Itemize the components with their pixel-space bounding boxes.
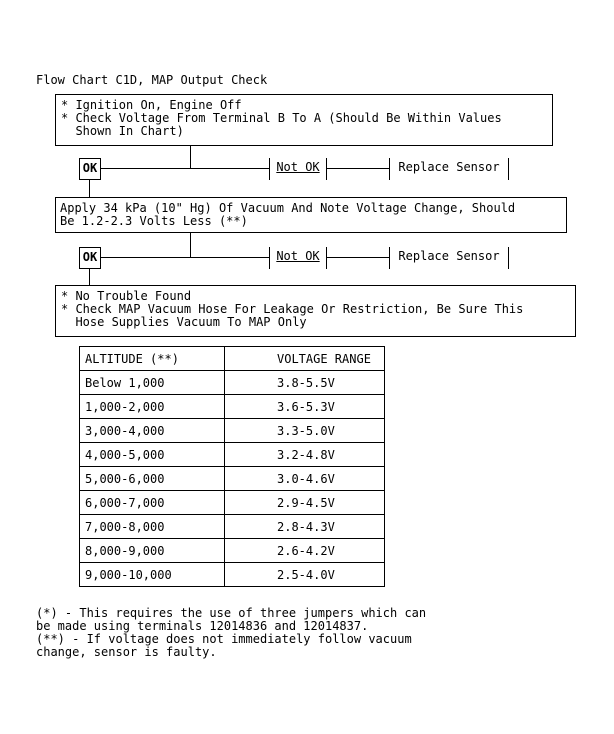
table-row — [80, 515, 385, 539]
step-1-line: * Check Voltage From Terminal B To A (Should Be Within Values — [61, 111, 502, 125]
table-header-altitude: ALTITUDE (**) — [80, 347, 225, 371]
step-3-line: * No Trouble Found — [61, 289, 192, 303]
voltage-cell: 3.6-5.3V — [225, 395, 385, 419]
ok-label: OK — [79, 158, 101, 180]
step-2-box — [55, 197, 567, 233]
table-row — [80, 371, 385, 395]
step-2-line: Apply 34 kPa (10" Hg) Of Vacuum And Note Voltage Change, Should — [60, 201, 516, 215]
table-row — [80, 563, 385, 587]
footnote-line: (*) - This requires the use of three jumpers which can — [36, 606, 427, 620]
replace-sensor-label: Replace Sensor — [389, 247, 509, 269]
not-ok-text: Not OK — [276, 249, 320, 263]
footnote-line: change, sensor is faulty. — [36, 645, 217, 659]
step-3-line: * Check MAP Vacuum Hose For Leakage Or Restriction, Be Sure This — [61, 302, 524, 316]
not-ok-label — [269, 247, 327, 269]
ok-label: OK — [79, 247, 101, 269]
table-row — [80, 443, 385, 467]
altitude-cell: Below 1,000 — [80, 371, 225, 395]
voltage-cell: 3.3-5.0V — [225, 419, 385, 443]
step-3-line: Hose Supplies Vacuum To MAP Only — [61, 315, 307, 329]
page-title: Flow Chart C1D, MAP Output Check — [36, 73, 268, 87]
voltage-cell: 3.8-5.5V — [225, 371, 385, 395]
table-header-row — [80, 347, 385, 371]
altitude-cell: 3,000-4,000 — [80, 419, 225, 443]
replace-sensor-label: Replace Sensor — [389, 158, 509, 180]
connector-line — [190, 146, 191, 169]
voltage-cell: 3.0-4.6V — [225, 467, 385, 491]
altitude-cell: 5,000-6,000 — [80, 467, 225, 491]
voltage-table — [79, 346, 385, 587]
table-row — [80, 491, 385, 515]
voltage-cell: 3.2-4.8V — [225, 443, 385, 467]
step-3-box — [55, 285, 576, 337]
footnote-line: (**) - If voltage does not immediately follow vacuum — [36, 632, 412, 646]
step-1-box — [55, 94, 553, 146]
step-1-line: Shown In Chart) — [61, 124, 184, 138]
connector-line — [190, 233, 191, 258]
table-row — [80, 419, 385, 443]
altitude-cell: 7,000-8,000 — [80, 515, 225, 539]
altitude-cell: 8,000-9,000 — [80, 539, 225, 563]
voltage-cell: 2.6-4.2V — [225, 539, 385, 563]
altitude-cell: 9,000-10,000 — [80, 563, 225, 587]
not-ok-text: Not OK — [276, 160, 320, 174]
not-ok-label — [269, 158, 327, 180]
voltage-cell: 2.5-4.0V — [225, 563, 385, 587]
step-2-line: Be 1.2-2.3 Volts Less (**) — [60, 214, 248, 228]
table-row — [80, 395, 385, 419]
table-header-voltage: VOLTAGE RANGE — [225, 347, 385, 371]
altitude-cell: 4,000-5,000 — [80, 443, 225, 467]
step-1-line: * Ignition On, Engine Off — [61, 98, 242, 112]
table-row — [80, 467, 385, 491]
footnote-line: be made using terminals 12014836 and 12014837. — [36, 619, 369, 633]
voltage-cell: 2.8-4.3V — [225, 515, 385, 539]
voltage-cell: 2.9-4.5V — [225, 491, 385, 515]
altitude-cell: 1,000-2,000 — [80, 395, 225, 419]
altitude-cell: 6,000-7,000 — [80, 491, 225, 515]
table-row — [80, 539, 385, 563]
